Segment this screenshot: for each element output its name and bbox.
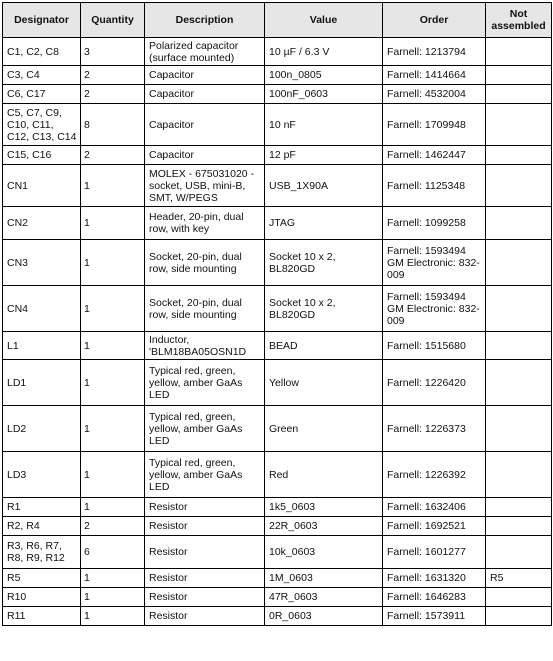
cell-order: Farnell: 1414664 bbox=[383, 66, 486, 85]
bill-of-materials-table bbox=[2, 2, 552, 626]
cell-description: Header, 20-pin, dual row, with key bbox=[145, 207, 265, 240]
table-row bbox=[3, 607, 552, 626]
cell-value: JTAG bbox=[265, 207, 383, 240]
cell-designator: R10 bbox=[3, 588, 81, 607]
cell-description: Resistor bbox=[145, 498, 265, 517]
cell-designator: C5, C7, C9, C10, C11, C12, C13, C14 bbox=[3, 104, 81, 146]
cell-designator: C15, C16 bbox=[3, 146, 81, 165]
cell-not-assembled bbox=[486, 286, 552, 332]
cell-designator: CN2 bbox=[3, 207, 81, 240]
cell-quantity: 1 bbox=[81, 332, 145, 360]
cell-not-assembled bbox=[486, 517, 552, 536]
header-designator: Designator bbox=[3, 3, 81, 38]
cell-order: Farnell: 1632406 bbox=[383, 498, 486, 517]
cell-not-assembled bbox=[486, 240, 552, 286]
cell-order: Farnell: 1709948 bbox=[383, 104, 486, 146]
table-row bbox=[3, 569, 552, 588]
cell-not-assembled: R5 bbox=[486, 569, 552, 588]
cell-value: 100nF_0603 bbox=[265, 85, 383, 104]
cell-description: Resistor bbox=[145, 517, 265, 536]
cell-order: Farnell: 1213794 bbox=[383, 38, 486, 66]
cell-value: Yellow bbox=[265, 360, 383, 406]
cell-not-assembled bbox=[486, 66, 552, 85]
cell-description: Inductor, 'BLM18BA05OSN1D bbox=[145, 332, 265, 360]
cell-not-assembled bbox=[486, 607, 552, 626]
cell-designator: LD2 bbox=[3, 406, 81, 452]
cell-order: Farnell: 1226373 bbox=[383, 406, 486, 452]
cell-designator: C6, C17 bbox=[3, 85, 81, 104]
cell-quantity: 1 bbox=[81, 240, 145, 286]
cell-description: Resistor bbox=[145, 536, 265, 569]
cell-description: Resistor bbox=[145, 607, 265, 626]
table-row bbox=[3, 165, 552, 207]
table-row bbox=[3, 498, 552, 517]
cell-not-assembled bbox=[486, 146, 552, 165]
cell-quantity: 1 bbox=[81, 406, 145, 452]
table-row bbox=[3, 104, 552, 146]
cell-not-assembled bbox=[486, 165, 552, 207]
header-row bbox=[3, 3, 552, 38]
table-row bbox=[3, 38, 552, 66]
cell-not-assembled bbox=[486, 588, 552, 607]
cell-not-assembled bbox=[486, 85, 552, 104]
cell-description: Typical red, green, yellow, amber GaAs LED bbox=[145, 360, 265, 406]
cell-order: Farnell: 1593494 GM Electronic: 832-009 bbox=[383, 240, 486, 286]
table-row bbox=[3, 536, 552, 569]
cell-designator: CN1 bbox=[3, 165, 81, 207]
cell-value: 10 nF bbox=[265, 104, 383, 146]
cell-quantity: 1 bbox=[81, 498, 145, 517]
cell-value: 12 pF bbox=[265, 146, 383, 165]
cell-quantity: 1 bbox=[81, 588, 145, 607]
cell-description: Resistor bbox=[145, 569, 265, 588]
cell-order: Farnell: 1226420 bbox=[383, 360, 486, 406]
cell-quantity: 1 bbox=[81, 607, 145, 626]
cell-order: Farnell: 1646283 bbox=[383, 588, 486, 607]
cell-not-assembled bbox=[486, 406, 552, 452]
cell-value: Socket 10 x 2, BL820GD bbox=[265, 240, 383, 286]
table-row bbox=[3, 207, 552, 240]
table-row bbox=[3, 240, 552, 286]
cell-designator: R11 bbox=[3, 607, 81, 626]
header-order: Order bbox=[383, 3, 486, 38]
cell-value: 100n_0805 bbox=[265, 66, 383, 85]
cell-value: Green bbox=[265, 406, 383, 452]
table-row bbox=[3, 360, 552, 406]
cell-description: Typical red, green, yellow, amber GaAs LED bbox=[145, 406, 265, 452]
cell-description: Socket, 20-pin, dual row, side mounting bbox=[145, 286, 265, 332]
cell-not-assembled bbox=[486, 104, 552, 146]
cell-designator: R2, R4 bbox=[3, 517, 81, 536]
cell-not-assembled bbox=[486, 332, 552, 360]
table-row bbox=[3, 85, 552, 104]
cell-value: 0R_0603 bbox=[265, 607, 383, 626]
cell-not-assembled bbox=[486, 452, 552, 498]
cell-order: Farnell: 1692521 bbox=[383, 517, 486, 536]
cell-description: Socket, 20-pin, dual row, side mounting bbox=[145, 240, 265, 286]
cell-value: 47R_0603 bbox=[265, 588, 383, 607]
cell-designator: CN3 bbox=[3, 240, 81, 286]
cell-quantity: 1 bbox=[81, 452, 145, 498]
cell-designator: R3, R6, R7, R8, R9, R12 bbox=[3, 536, 81, 569]
cell-description: Capacitor bbox=[145, 85, 265, 104]
cell-value: 10 µF / 6.3 V bbox=[265, 38, 383, 66]
table-row bbox=[3, 588, 552, 607]
cell-order: Farnell: 1601277 bbox=[383, 536, 486, 569]
table-row bbox=[3, 517, 552, 536]
cell-not-assembled bbox=[486, 207, 552, 240]
cell-designator: CN4 bbox=[3, 286, 81, 332]
cell-description: Capacitor bbox=[145, 66, 265, 85]
cell-designator: R1 bbox=[3, 498, 81, 517]
header-description: Description bbox=[145, 3, 265, 38]
cell-value: BEAD bbox=[265, 332, 383, 360]
table-row bbox=[3, 66, 552, 85]
cell-value: 22R_0603 bbox=[265, 517, 383, 536]
cell-order: Farnell: 1515680 bbox=[383, 332, 486, 360]
cell-description: Typical red, green, yellow, amber GaAs LED bbox=[145, 452, 265, 498]
cell-order: Farnell: 4532004 bbox=[383, 85, 486, 104]
cell-quantity: 1 bbox=[81, 286, 145, 332]
header-value: Value bbox=[265, 3, 383, 38]
cell-not-assembled bbox=[486, 536, 552, 569]
cell-quantity: 2 bbox=[81, 517, 145, 536]
cell-designator: LD3 bbox=[3, 452, 81, 498]
cell-designator: R5 bbox=[3, 569, 81, 588]
cell-order: Farnell: 1593494 GM Electronic: 832-009 bbox=[383, 286, 486, 332]
cell-order: Farnell: 1573911 bbox=[383, 607, 486, 626]
cell-quantity: 1 bbox=[81, 165, 145, 207]
table-row bbox=[3, 406, 552, 452]
cell-value: 1k5_0603 bbox=[265, 498, 383, 517]
cell-quantity: 3 bbox=[81, 38, 145, 66]
cell-description: MOLEX - 675031020 - socket, USB, mini-B, SMT, W/PEGS bbox=[145, 165, 265, 207]
cell-quantity: 1 bbox=[81, 360, 145, 406]
header-quantity: Quantity bbox=[81, 3, 145, 38]
cell-quantity: 2 bbox=[81, 66, 145, 85]
table-row bbox=[3, 452, 552, 498]
cell-not-assembled bbox=[486, 360, 552, 406]
cell-designator: C3, C4 bbox=[3, 66, 81, 85]
cell-order: Farnell: 1226392 bbox=[383, 452, 486, 498]
cell-quantity: 1 bbox=[81, 569, 145, 588]
cell-order: Farnell: 1099258 bbox=[383, 207, 486, 240]
table-row bbox=[3, 146, 552, 165]
cell-description: Capacitor bbox=[145, 104, 265, 146]
cell-value: 1M_0603 bbox=[265, 569, 383, 588]
cell-value: 10k_0603 bbox=[265, 536, 383, 569]
cell-order: Farnell: 1631320 bbox=[383, 569, 486, 588]
cell-quantity: 2 bbox=[81, 85, 145, 104]
cell-not-assembled bbox=[486, 498, 552, 517]
bom-table-container bbox=[2, 2, 551, 626]
cell-order: Farnell: 1125348 bbox=[383, 165, 486, 207]
cell-value: USB_1X90A bbox=[265, 165, 383, 207]
table-header bbox=[3, 3, 552, 38]
cell-description: Resistor bbox=[145, 588, 265, 607]
header-not-assembled: Not assembled bbox=[486, 3, 552, 38]
cell-quantity: 1 bbox=[81, 207, 145, 240]
cell-designator: C1, C2, C8 bbox=[3, 38, 81, 66]
cell-description: Polarized capacitor (surface mounted) bbox=[145, 38, 265, 66]
cell-not-assembled bbox=[486, 38, 552, 66]
table-row bbox=[3, 286, 552, 332]
cell-value: Red bbox=[265, 452, 383, 498]
cell-quantity: 2 bbox=[81, 146, 145, 165]
cell-quantity: 8 bbox=[81, 104, 145, 146]
cell-order: Farnell: 1462447 bbox=[383, 146, 486, 165]
cell-value: Socket 10 x 2, BL820GD bbox=[265, 286, 383, 332]
cell-designator: LD1 bbox=[3, 360, 81, 406]
table-body bbox=[3, 38, 552, 626]
table-row bbox=[3, 332, 552, 360]
cell-designator: L1 bbox=[3, 332, 81, 360]
cell-description: Capacitor bbox=[145, 146, 265, 165]
cell-quantity: 6 bbox=[81, 536, 145, 569]
